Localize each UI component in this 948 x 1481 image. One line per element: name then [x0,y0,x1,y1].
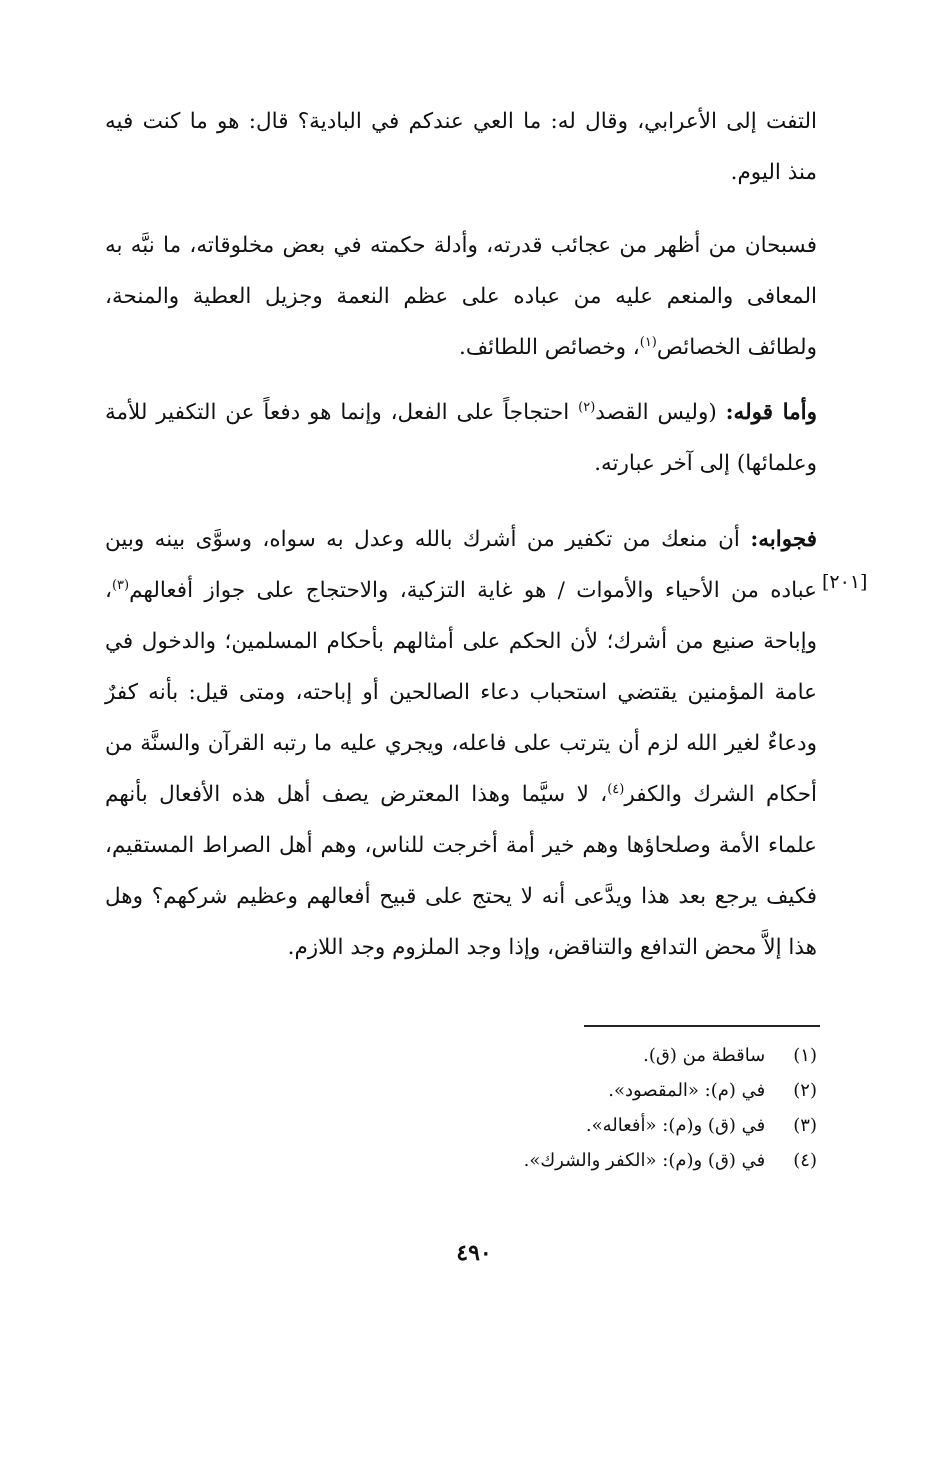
paragraph-3-text-a: (وليس القصد [595,400,726,425]
paragraph-3-text-b: احتجاجاً على الفعل، وإنما هو دفعاً عن التكفير للأمة وعلمائها) إلى آخر عبارته. [105,400,817,476]
footnote-ref-3: (٣) [111,577,130,593]
paragraph-2 [105,220,817,373]
paragraph-4-text-a: أن منعك من تكفير من أشرك بالله وعدل به سواه، وسوَّى بينه وبين عباده من الأحياء والأموات / هو غاية التزكية، والاحتجاج على جواز أفعالهم [105,527,817,603]
footnote-4 [200,1143,817,1178]
paragraph-4-lead: فجوابه: [750,527,817,552]
paragraph-2-text-a: فسبحان من أظهر من عجائب قدرته، وأدلة حكمته في بعض مخلوقاته، ما نبَّه به المعافى والمنعم عليه من عباده على عظم النعمة وجزيل العطية والمنحة، ولطائف الخصائص [105,233,817,360]
footnote-1-number: (١) [793,1045,817,1066]
footnote-3 [200,1108,817,1143]
paragraph-4-text-c: ، لا سيَّما وهذا المعترض يصف أهل هذه الأفعال بأنهم علماء الأمة وصلحاؤها وهم خير أمة أخرجت للناس، وهم أهل الصراط المستقيم، فكيف يرجع بعد هذا ويدَّعى أنه لا يحتج على قبيح أفعالهم وعظيم شركهم؟ وهل هذا إلاَّ محض التدافع والتناقض، وإذا وجد الملزوم وجد اللازم. [105,782,817,960]
paragraph-1 [105,96,817,198]
footnotes [200,1038,817,1178]
footnote-1 [200,1038,817,1073]
footnote-1-text: ساقطة من (ق). [643,1045,766,1066]
paragraph-2-text-b: ، وخصائص اللطائف. [459,335,640,360]
footnote-2-text: في (م): «المقصود». [608,1080,766,1101]
footnote-3-number: (٣) [793,1115,817,1136]
page-number: ٤٩٠ [456,1240,492,1266]
footnote-2-number: (٢) [793,1080,817,1101]
footnote-4-text: في (ق) و(م): «الكفر والشرك». [523,1150,766,1171]
paragraph-4-text-b: ، وإباحة صنيع من أشرك؛ لأن الحكم على أمثالهم بأحكام المسلمين؛ والدخول في عامة المؤمنين يقتضي استحباب دعاء الصالحين أو إباحته، ومتى قيل: بأنه كفرٌ ودعاءٌ لغير الله لزم أن يترتب على فاعله، ويجري عليه ما رتبه القرآن والسنَّة من أحكام الشرك والكفر [105,578,817,807]
paragraph-4 [105,514,817,973]
footnote-ref-2: (٢) [578,399,596,415]
paragraph-3-lead: وأما قوله: [725,400,817,425]
footnote-divider [584,1025,820,1027]
footnote-ref-1: (١) [639,334,657,350]
footnote-ref-4: (٤) [607,781,625,797]
footnote-4-number: (٤) [793,1150,817,1171]
footnote-3-text: في (ق) و(م): «أفعاله». [585,1115,766,1136]
footnote-2 [200,1073,817,1108]
manuscript-folio-marker: [٢٠١] [822,571,868,593]
paragraph-3 [105,387,817,489]
paragraph-1-text: التفت إلى الأعرابي، وقال له: ما العي عندكم في البادية؟ قال: هو ما كنت فيه منذ اليوم. [105,109,817,185]
